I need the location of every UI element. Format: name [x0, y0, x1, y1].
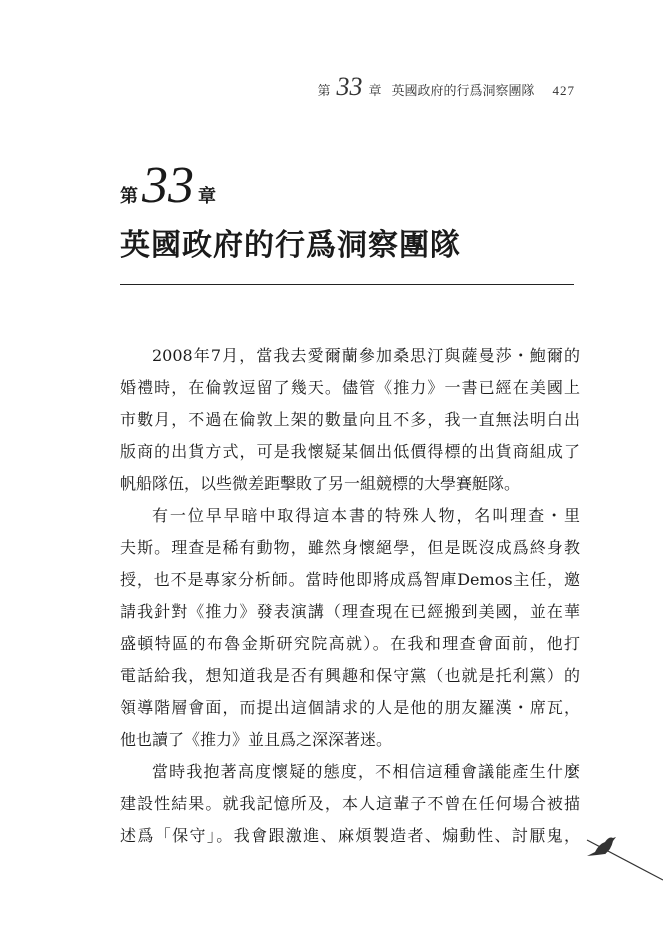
body-text — [120, 340, 580, 852]
running-header-chapter-suffix: 章 — [368, 84, 382, 99]
text-line: 有一位早早暗中取得這本書的特殊人物，名叫理查・里 — [152, 506, 580, 525]
running-header — [317, 74, 575, 100]
text-line: 電話給我，想知道我是否有興趣和保守黨（也就是托利黨）的 — [120, 666, 580, 685]
text-line: 他也讀了《推力》並且爲之深深著迷。 — [120, 730, 393, 749]
text-line: 授，也不是專家分析師。當時他即將成爲智庫Demos主任，邀 — [120, 570, 580, 589]
page-number: 427 — [552, 83, 575, 98]
paragraph-3 — [120, 756, 580, 852]
text-line: 夫斯。理查是稀有動物，雖然身懷絕學，但是既沒成爲終身教 — [120, 538, 580, 557]
text-line: 領導階層會面，而提出這個請求的人是他的朋友羅漢・席瓦， — [120, 698, 580, 717]
chapter-suffix: 章 — [198, 186, 216, 207]
text-line: 婚禮時，在倫敦逗留了幾天。儘管《推力》一書已經在美國上 — [120, 378, 580, 397]
running-header-chapter-prefix: 第 — [317, 84, 331, 99]
paragraph-1 — [120, 340, 580, 500]
chapter-label — [120, 157, 216, 214]
paragraph-2 — [120, 500, 580, 756]
bird-on-wire-icon — [583, 822, 663, 882]
text-line: 當時我抱著高度懷疑的態度，不相信這種會議能產生什麼 — [152, 762, 580, 781]
text-line: 版商的出貨方式，可是我懷疑某個出低價得標的出貨商組成了 — [120, 442, 580, 461]
text-line: 帆船隊伍，以些微差距擊敗了另一組競標的大學賽艇隊。 — [120, 474, 521, 493]
chapter-number: 33 — [142, 157, 194, 214]
running-header-chapter-number: 33 — [336, 72, 363, 101]
chapter-title: 英國政府的行爲洞察團隊 — [120, 228, 461, 263]
text-line: 盛頓特區的布魯金斯研究院高就）。在我和理查會面前，他打 — [120, 634, 580, 653]
text-line: 述爲「保守」。我會跟激進、麻煩製造者、煽動性、討厭鬼， — [120, 826, 580, 845]
text-line: 市數月，不過在倫敦上架的數量向且不多，我一直無法明白出 — [120, 410, 580, 429]
text-line: 2008年7月，當我去愛爾蘭參加桑思汀與薩曼莎・鮑爾的 — [152, 346, 580, 365]
text-line: 請我針對《推力》發表演講（理查現在已經搬到美國，並在華 — [120, 602, 580, 621]
chapter-prefix: 第 — [120, 186, 138, 207]
running-header-chapter-title: 英國政府的行爲洞察團隊 — [391, 84, 535, 99]
text-line: 建設性結果。就我記憶所及，本人這輩子不曾在任何場合被描 — [120, 794, 580, 813]
title-divider — [120, 284, 574, 285]
